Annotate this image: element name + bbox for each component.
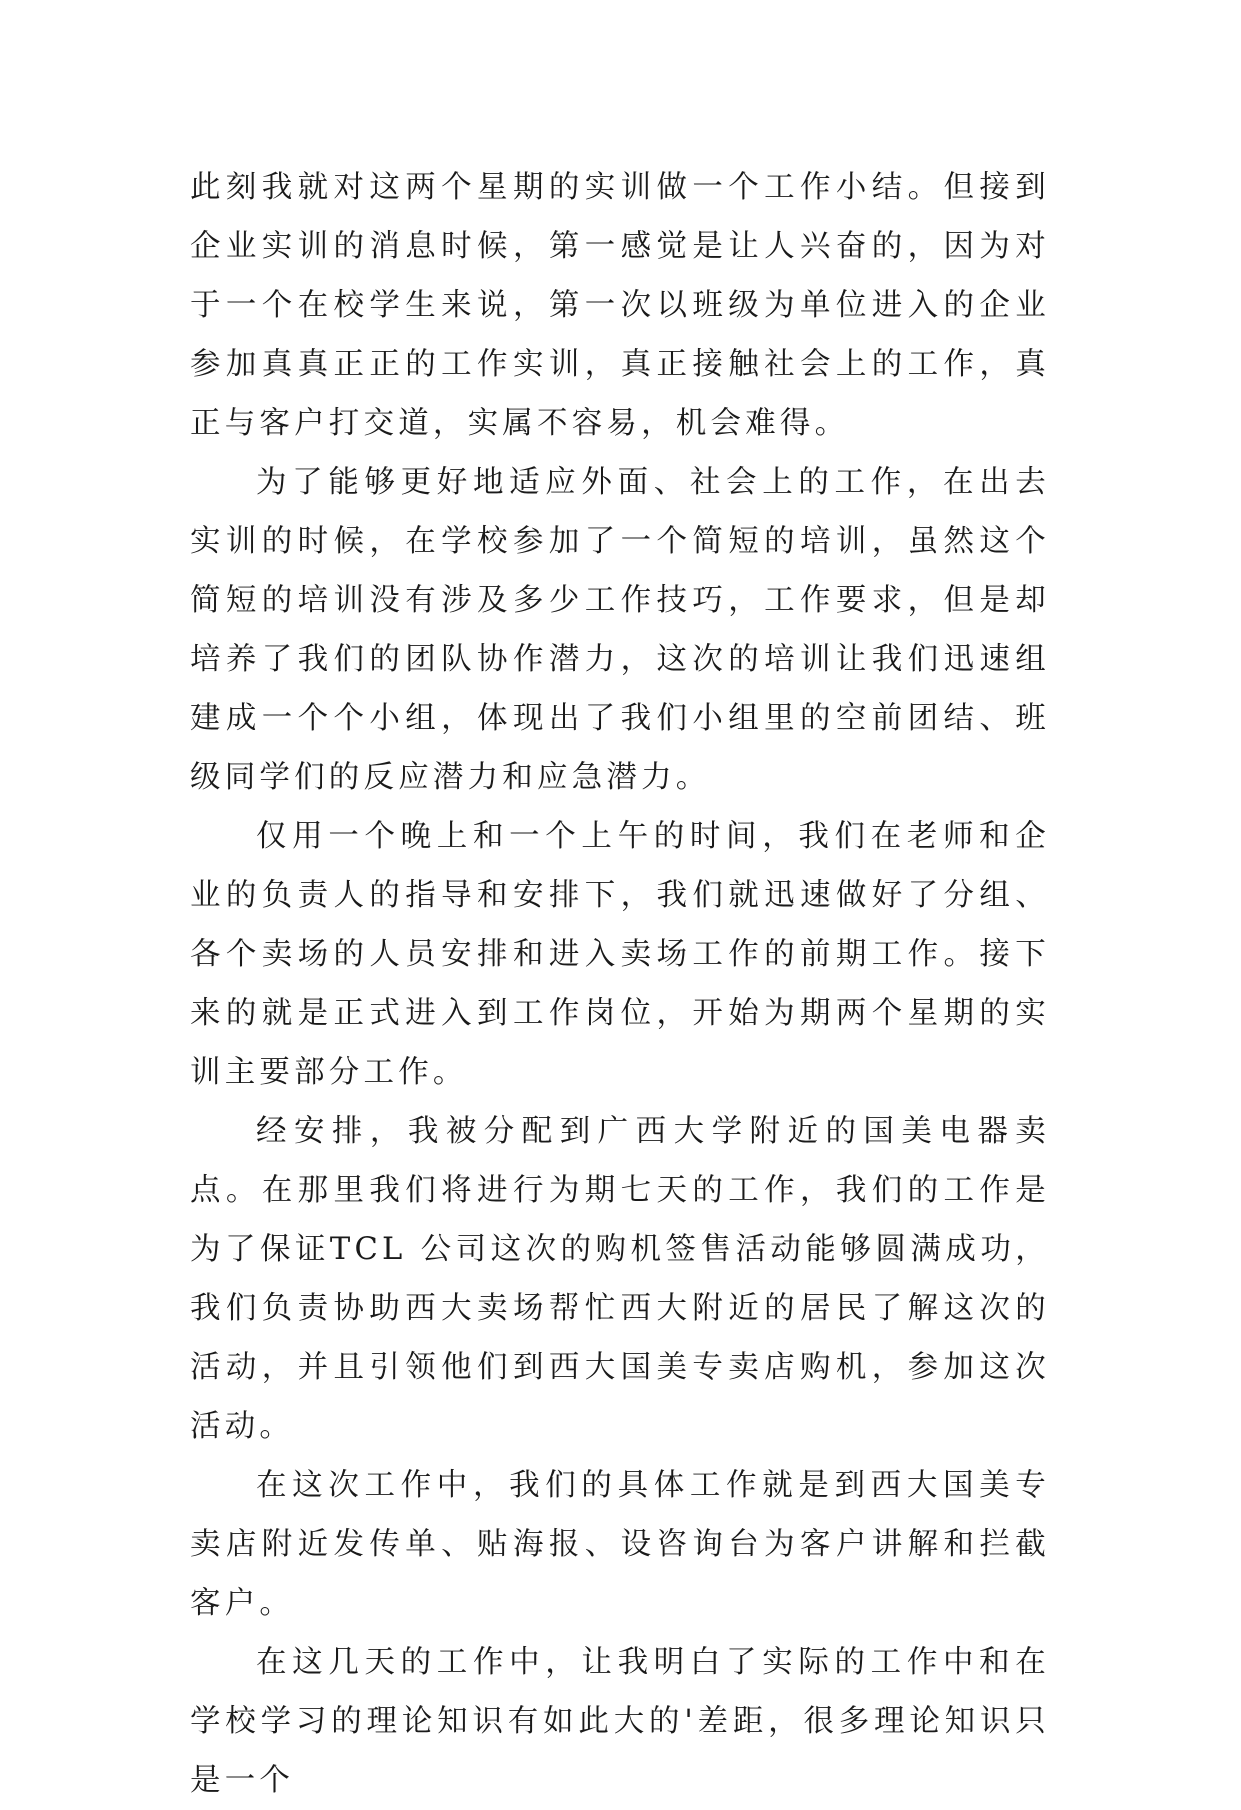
paragraph-3: 仅用一个晚上和一个上午的时间，我们在老师和企业的负责人的指导和安排下，我们就迅速做好了分组、各个卖场的人员安排和进入卖场工作的前期工作。接下来的就是正式进入到工作岗位，开始为期两个星期的实训主要部分工作。 [190,819,1050,1090]
document-body [190,158,1050,1810]
paragraph-1: 此刻我就对这两个星期的实训做一个工作小结。但接到企业实训的消息时候，第一感觉是让人兴奋的，因为对于一个在校学生来说，第一次以班级为单位进入的企业参加真真正正的工作实训，真正接触社会上的工作，真正与客户打交道，实属不容易，机会难得。 [190,170,1050,441]
paragraph-6: 在这几天的工作中，让我明白了实际的工作中和在学校学习的理论知识有如此大的'差距，很多理论知识只是一个 [190,1645,1050,1798]
paragraph-4: 经安排，我被分配到广西大学附近的国美电器卖点。在那里我们将进行为期七天的工作，我们的工作是为了保证TCL 公司这次的购机签售活动能够圆满成功，我们负责协助西大卖场帮忙西大附近的居民了解这次的活动，并且引领他们到西大国美专卖店购机，参加这次活动。 [190,1114,1050,1444]
paragraph-2: 为了能够更好地适应外面、社会上的工作，在出去实训的时候，在学校参加了一个简短的培训，虽然这个简短的培训没有涉及多少工作技巧，工作要求，但是却培养了我们的团队协作潜力，这次的培训让我们迅速组建成一个个小组，体现出了我们小组里的空前团结、班级同学们的反应潜力和应急潜力。 [190,465,1050,795]
paragraph-5: 在这次工作中，我们的具体工作就是到西大国美专卖店附近发传单、贴海报、设咨询台为客户讲解和拦截客户。 [190,1468,1050,1621]
